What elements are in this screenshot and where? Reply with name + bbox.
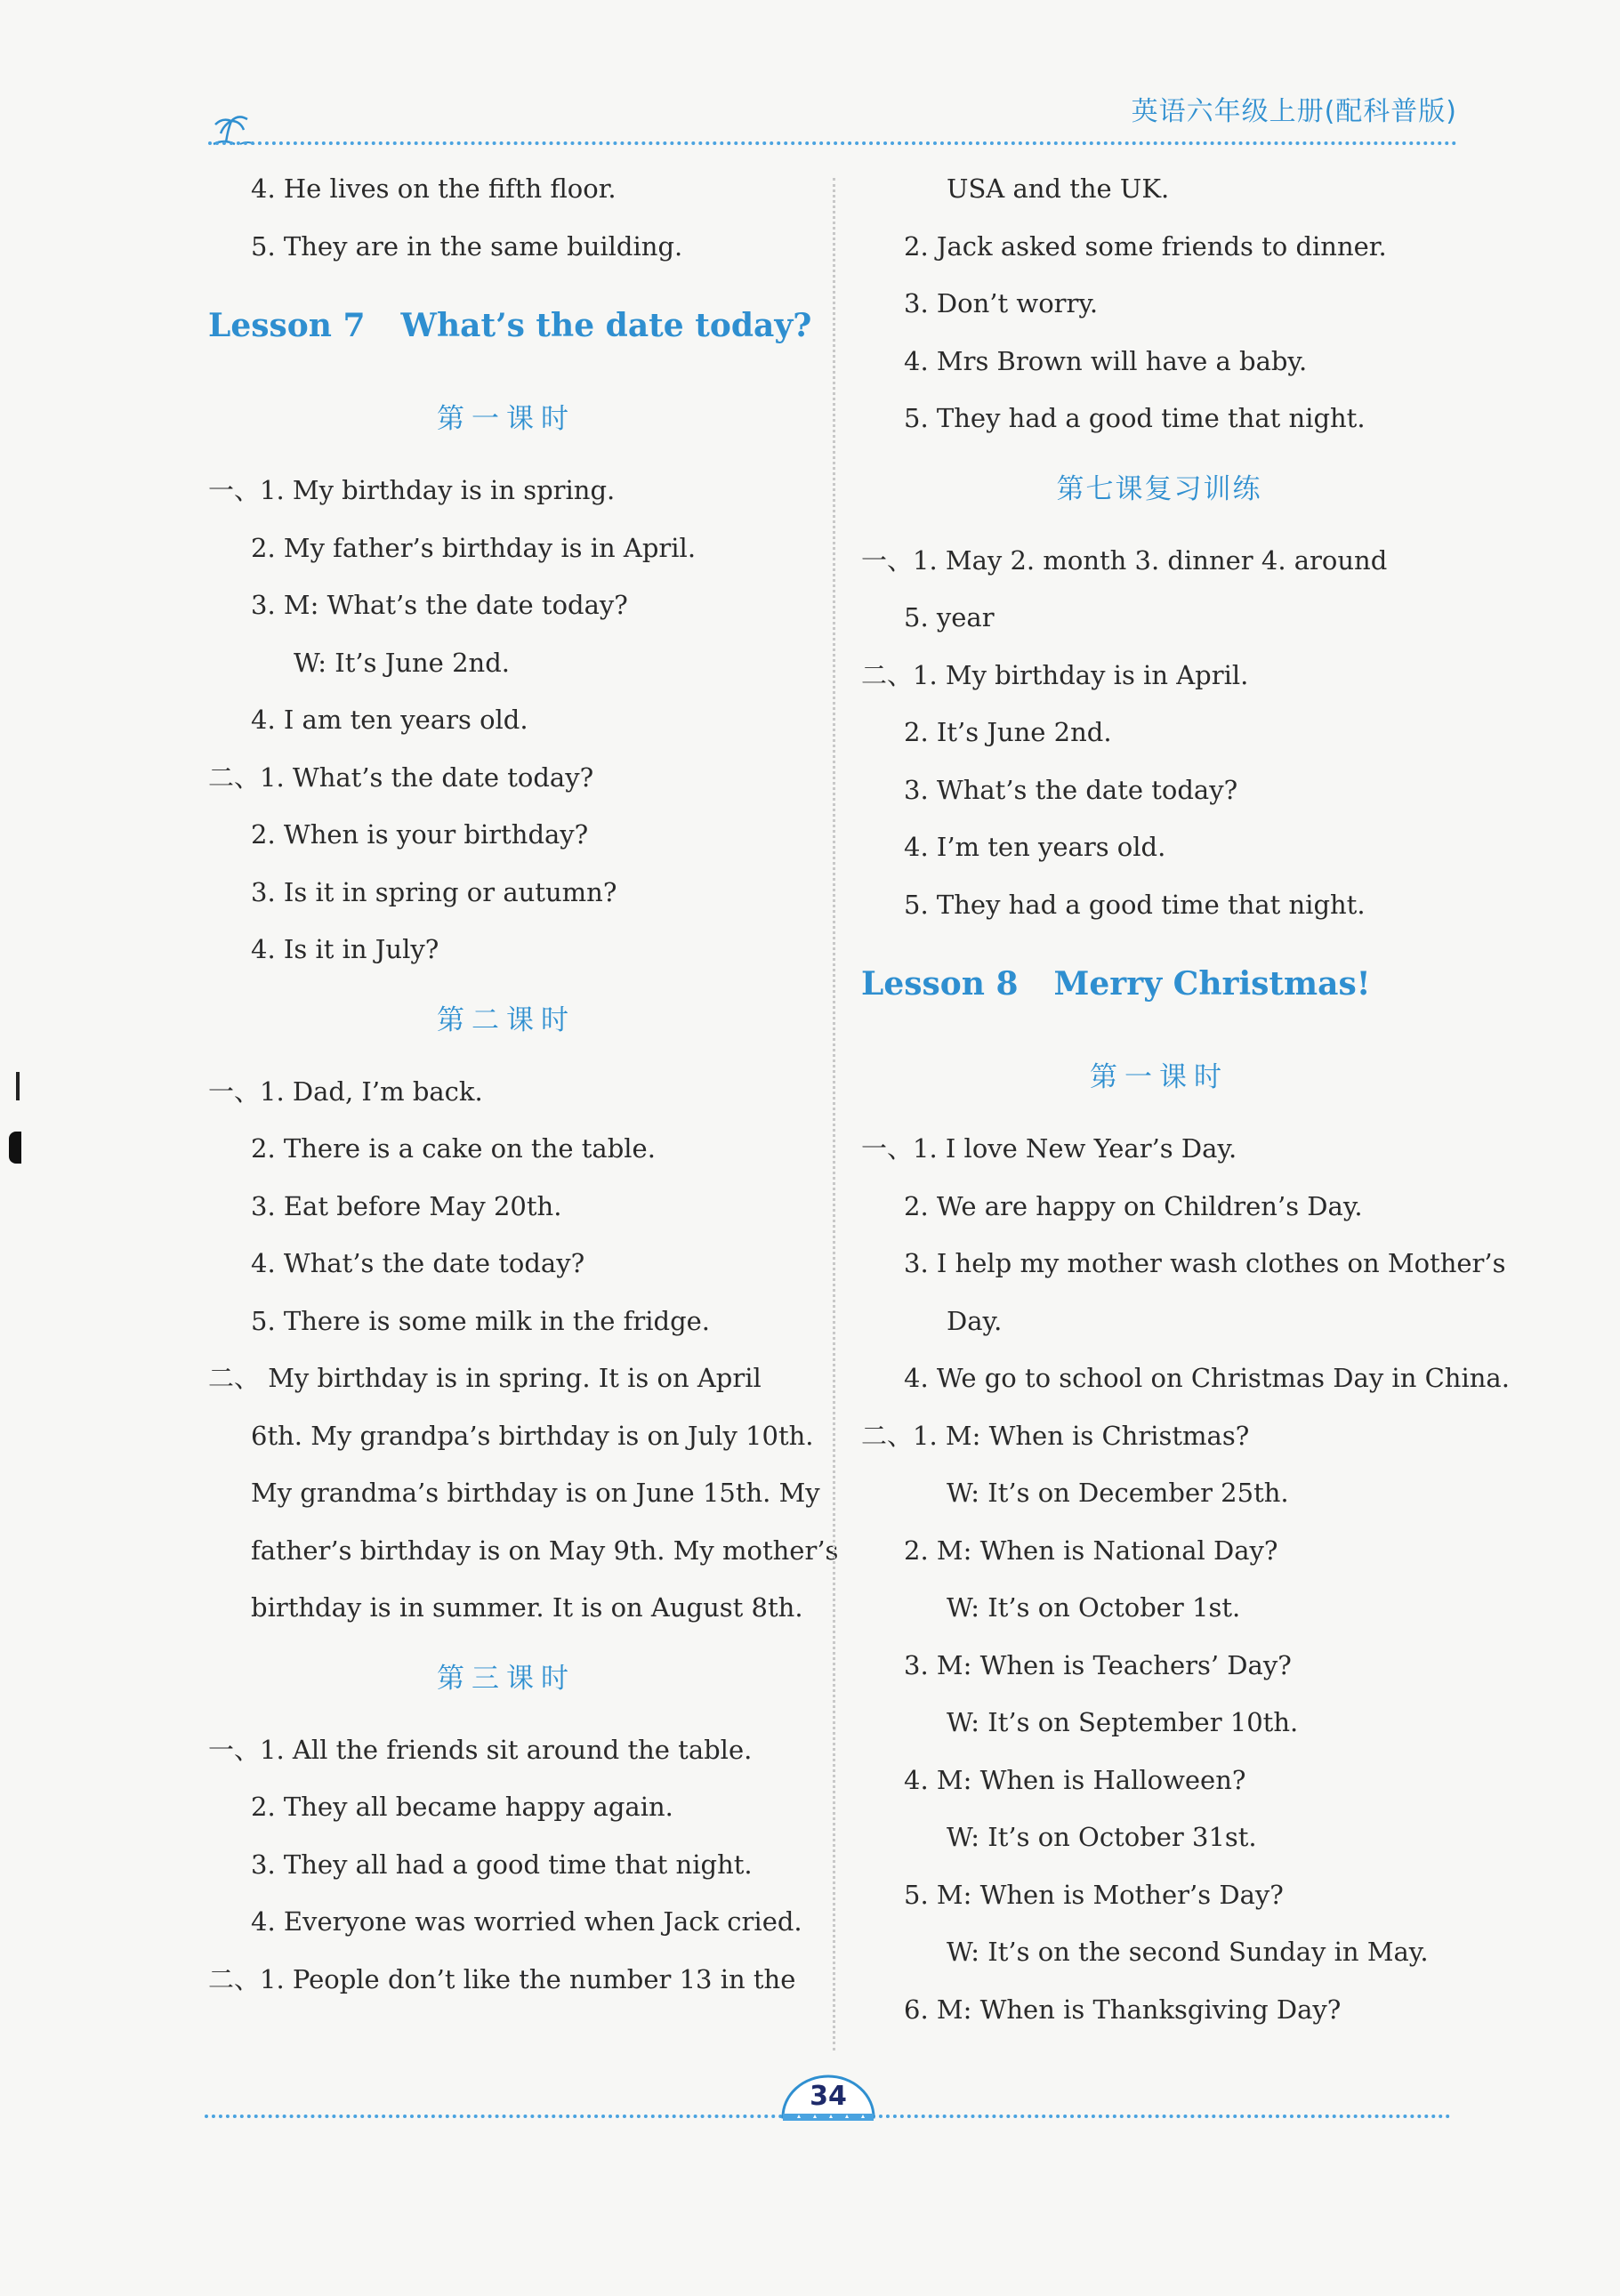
answer-line: 二、1. My birthday is in April. bbox=[861, 659, 1249, 690]
lesson-title: Merry Christmas! bbox=[1053, 965, 1371, 1003]
answer-line: 2. Jack asked some friends to dinner. bbox=[904, 230, 1387, 262]
answer-line: USA and the UK. bbox=[947, 173, 1170, 204]
answer-line: 一、1. Dad, I’m back. bbox=[208, 1075, 483, 1107]
answer-line: 2. It’s June 2nd. bbox=[904, 717, 1112, 747]
header-divider bbox=[208, 141, 1457, 145]
answer-line: My grandma’s birthday is on June 15th. My bbox=[251, 1478, 820, 1508]
answer-line: 2. My father’s birthday is in April. bbox=[251, 532, 697, 563]
answer-line: 一、1. My birthday is in spring. bbox=[208, 475, 616, 505]
answer-line: 2. They all became happy again. bbox=[251, 1792, 673, 1822]
lesson-number: Lesson 7 bbox=[208, 307, 366, 344]
answer-line: 3. What’s the date today? bbox=[904, 774, 1238, 805]
section-heading: 第二课时 bbox=[437, 1003, 576, 1036]
answer-line: 2. When is your birthday? bbox=[251, 819, 589, 850]
answer-line: W: It’s on the second Sunday in May. bbox=[947, 1937, 1429, 1967]
answer-line: 一、1. I love New Year’s Day. bbox=[861, 1133, 1237, 1164]
answer-line: 2. M: When is National Day? bbox=[904, 1535, 1278, 1566]
answer-line: 2. We are happy on Children’s Day. bbox=[904, 1190, 1363, 1221]
answer-line: Day. bbox=[947, 1305, 1003, 1336]
answer-line: 3. They all had a good time that night. bbox=[251, 1849, 753, 1880]
answer-line: 3. I help my mother wash clothes on Mother’s bbox=[904, 1248, 1506, 1278]
answer-line: W: It’s on October 1st. bbox=[947, 1592, 1241, 1623]
page-number: 34 bbox=[810, 2081, 847, 2112]
section-heading: 第三课时 bbox=[437, 1662, 576, 1695]
scan-margin-mark bbox=[9, 1132, 21, 1164]
answer-line: 6th. My grandpa’s birthday is on July 10th. bbox=[251, 1420, 814, 1451]
answer-line: 6. M: When is Thanksgiving Day? bbox=[904, 1994, 1342, 2025]
answer-line: 4. We go to school on Christmas Day in China. bbox=[904, 1363, 1510, 1393]
answer-line: 3. M: When is Teachers’ Day? bbox=[904, 1649, 1292, 1680]
answer-line: 3. Don’t worry. bbox=[904, 288, 1099, 318]
lesson-number: Lesson 8 bbox=[861, 965, 1019, 1003]
answer-line: 4. M: When is Halloween? bbox=[904, 1764, 1246, 1795]
lesson-title: What’s the date today? bbox=[400, 307, 812, 344]
footer-divider-left bbox=[205, 2115, 783, 2118]
answer-line: 2. There is a cake on the table. bbox=[251, 1133, 656, 1164]
answer-line: W: It’s on December 25th. bbox=[947, 1478, 1289, 1508]
answer-line: 4. I am ten years old. bbox=[251, 705, 528, 735]
book-title: 英语六年级上册(配科普版) bbox=[1131, 96, 1457, 127]
answer-line: father’s birthday is on May 9th. My mother’s bbox=[251, 1535, 839, 1566]
right-column bbox=[861, 160, 1510, 2038]
lesson-heading bbox=[861, 933, 1457, 1035]
answer-line: W: It’s June 2nd. bbox=[294, 647, 510, 678]
answer-line: birthday is in summer. It is on August 8th. bbox=[251, 1592, 803, 1623]
answer-line: 一、1. May 2. month 3. dinner 4. around bbox=[861, 544, 1388, 576]
footer-divider-right bbox=[872, 2115, 1450, 2118]
section-heading: 第一课时 bbox=[1090, 1061, 1229, 1093]
answer-line: 4. Mrs Brown will have a baby. bbox=[904, 345, 1308, 376]
lesson-heading bbox=[208, 275, 812, 377]
answer-line: 二、1. What’s the date today? bbox=[208, 761, 594, 793]
answer-line: 4. What’s the date today? bbox=[251, 1248, 585, 1278]
answer-line: 3. M: What’s the date today? bbox=[251, 590, 628, 620]
section-heading: 第一课时 bbox=[437, 403, 576, 435]
answer-line: 4. Is it in July? bbox=[251, 934, 439, 964]
answer-line: 5. There is some milk in the fridge. bbox=[251, 1305, 711, 1336]
answer-line: 4. Everyone was worried when Jack cried. bbox=[251, 1906, 802, 1937]
answer-line: 一、1. All the friends sit around the table. bbox=[208, 1734, 753, 1765]
left-column bbox=[208, 160, 839, 2008]
answer-line: 5. They had a good time that night. bbox=[904, 403, 1366, 433]
answer-line: 5. year bbox=[904, 602, 995, 632]
answer-line: W: It’s on October 31st. bbox=[947, 1822, 1257, 1852]
answer-line: 5. They had a good time that night. bbox=[904, 889, 1366, 920]
column-divider bbox=[833, 178, 835, 2050]
answer-line: 3. Eat before May 20th. bbox=[251, 1190, 562, 1221]
answer-line: 二、1. M: When is Christmas? bbox=[861, 1420, 1250, 1451]
answer-line: 二、1. People don’t like the number 13 in the bbox=[208, 1963, 796, 1994]
answer-line: 3. Is it in spring or autumn? bbox=[251, 876, 617, 907]
answer-line: 4. I’m ten years old. bbox=[904, 832, 1166, 862]
answer-line: W: It’s on September 10th. bbox=[947, 1707, 1299, 1737]
answer-line: 4. He lives on the fifth floor. bbox=[251, 173, 617, 204]
answer-line: 5. M: When is Mother’s Day? bbox=[904, 1879, 1284, 1910]
scan-margin-mark bbox=[16, 1072, 20, 1100]
answer-line: 二、 My birthday is in spring. It is on April bbox=[208, 1363, 762, 1393]
section-heading: 第七课复习训练 bbox=[1056, 472, 1262, 505]
answer-line: 5. They are in the same building. bbox=[251, 230, 683, 262]
